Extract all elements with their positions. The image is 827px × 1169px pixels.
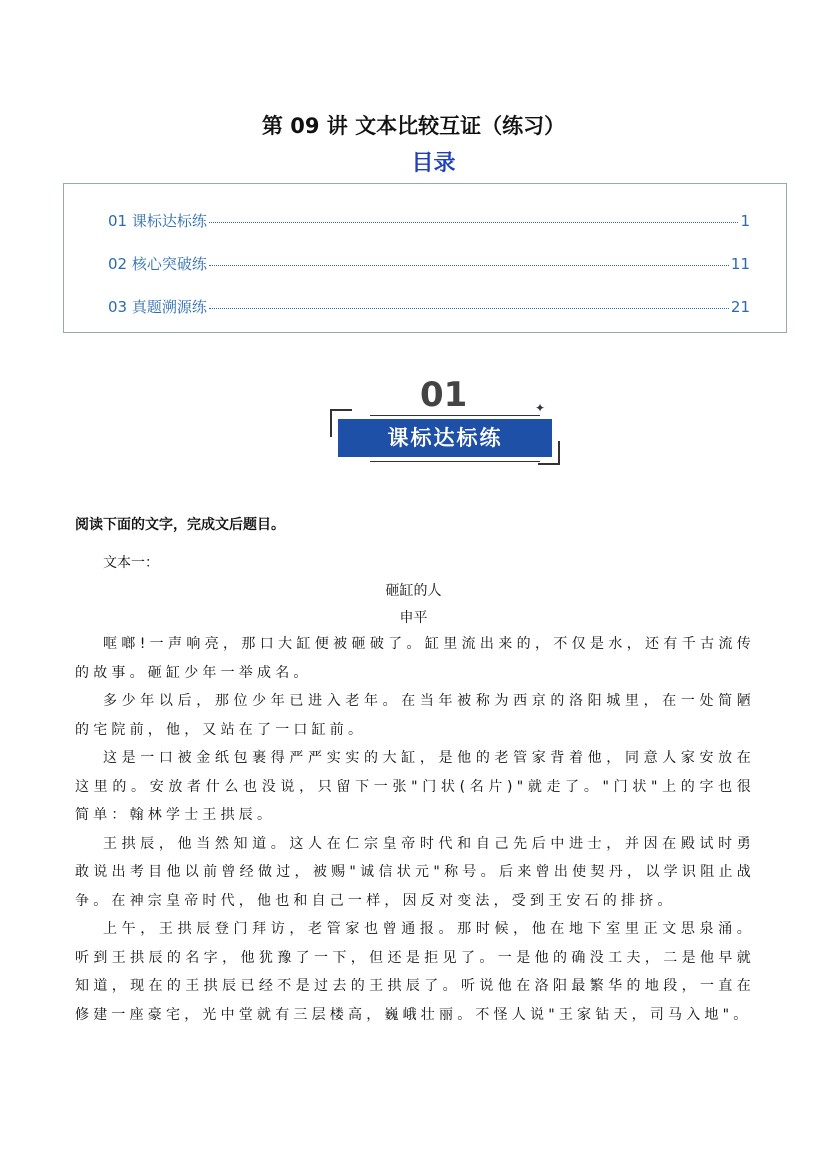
passage-title: 砸缸的人 bbox=[385, 583, 442, 599]
section-number: 01 bbox=[420, 375, 468, 415]
toc-leader bbox=[209, 308, 729, 309]
passage-author: 申平 bbox=[399, 610, 428, 626]
frame-line bbox=[370, 461, 540, 462]
toc-item-label: 01 课标达标练 bbox=[108, 212, 207, 230]
paragraph: 多少年以后，那位少年已进入老年。在当年被称为西京的洛阳城里，在一处简陋的宅院前，他，又站在了一口缸前。 bbox=[75, 693, 755, 738]
toc-item[interactable] bbox=[108, 296, 750, 317]
frame-line bbox=[370, 415, 540, 416]
text-label: 文本一： bbox=[103, 555, 159, 571]
paragraph: 王拱辰，他当然知道。这人在仁宗皇帝时代和自己先后中进士，并因在殿试时勇敢说出考目他以前曾经做过，被赐"诚信状元"称号。后来曾出使契丹，以学识阻止战争。在神宗皇帝时代，他也和自己一样，因反对变法，受到王安石的排挤。 bbox=[75, 835, 755, 909]
paragraph: 哐啷!一声响亮，那口大缸便被砸破了。缸里流出来的，不仅是水，还有千古流传的故事。砸缸少年一举成名。 bbox=[75, 636, 755, 681]
toc-item-label: 02 核心突破练 bbox=[108, 255, 207, 273]
paragraph: 上午，王拱辰登门拜访，老管家也曾通报。那时候，他在地下室里正文思泉涌。听到王拱辰的名字，他犹豫了一下，但还是拒见了。一是他的确没工夫，二是他早就知道，现在的王拱辰已经不是过去的王拱辰了。听说他在洛阳最繁华的地段，一直在修建一座豪宅，光中堂就有三层楼高，巍峨壮丽。不怪人说"王家钻天，司马入地"。 bbox=[75, 921, 755, 1023]
toc-item-page: 21 bbox=[730, 298, 750, 316]
section-badge bbox=[330, 375, 560, 465]
page-title: 第 09 讲 文本比较互证（练习） bbox=[261, 114, 566, 138]
toc-item-label: 03 真题溯源练 bbox=[108, 298, 207, 316]
toc-leader bbox=[209, 265, 729, 266]
toc-leader bbox=[209, 222, 739, 223]
section-name: 课标达标练 bbox=[338, 419, 552, 457]
paragraph: 这是一口被金纸包裹得严严实实的大缸，是他的老管家背着他，同意人家安放在这里的。安放者什么也没说，只留下一张"门状(名片)"就走了。"门状"上的字也很简单：翰林学士王拱辰。 bbox=[75, 750, 755, 823]
sparkle-icon: ✦ bbox=[535, 401, 546, 415]
table-of-contents bbox=[63, 183, 787, 333]
toc-item-page: 1 bbox=[740, 212, 750, 230]
toc-item-page: 11 bbox=[730, 255, 750, 273]
toc-heading: 目录 bbox=[411, 151, 456, 176]
instruction: 阅读下面的文字，完成文后题目。 bbox=[75, 517, 285, 533]
toc-item[interactable] bbox=[108, 210, 750, 231]
toc-item[interactable] bbox=[108, 253, 750, 274]
passage-body bbox=[75, 630, 755, 1029]
